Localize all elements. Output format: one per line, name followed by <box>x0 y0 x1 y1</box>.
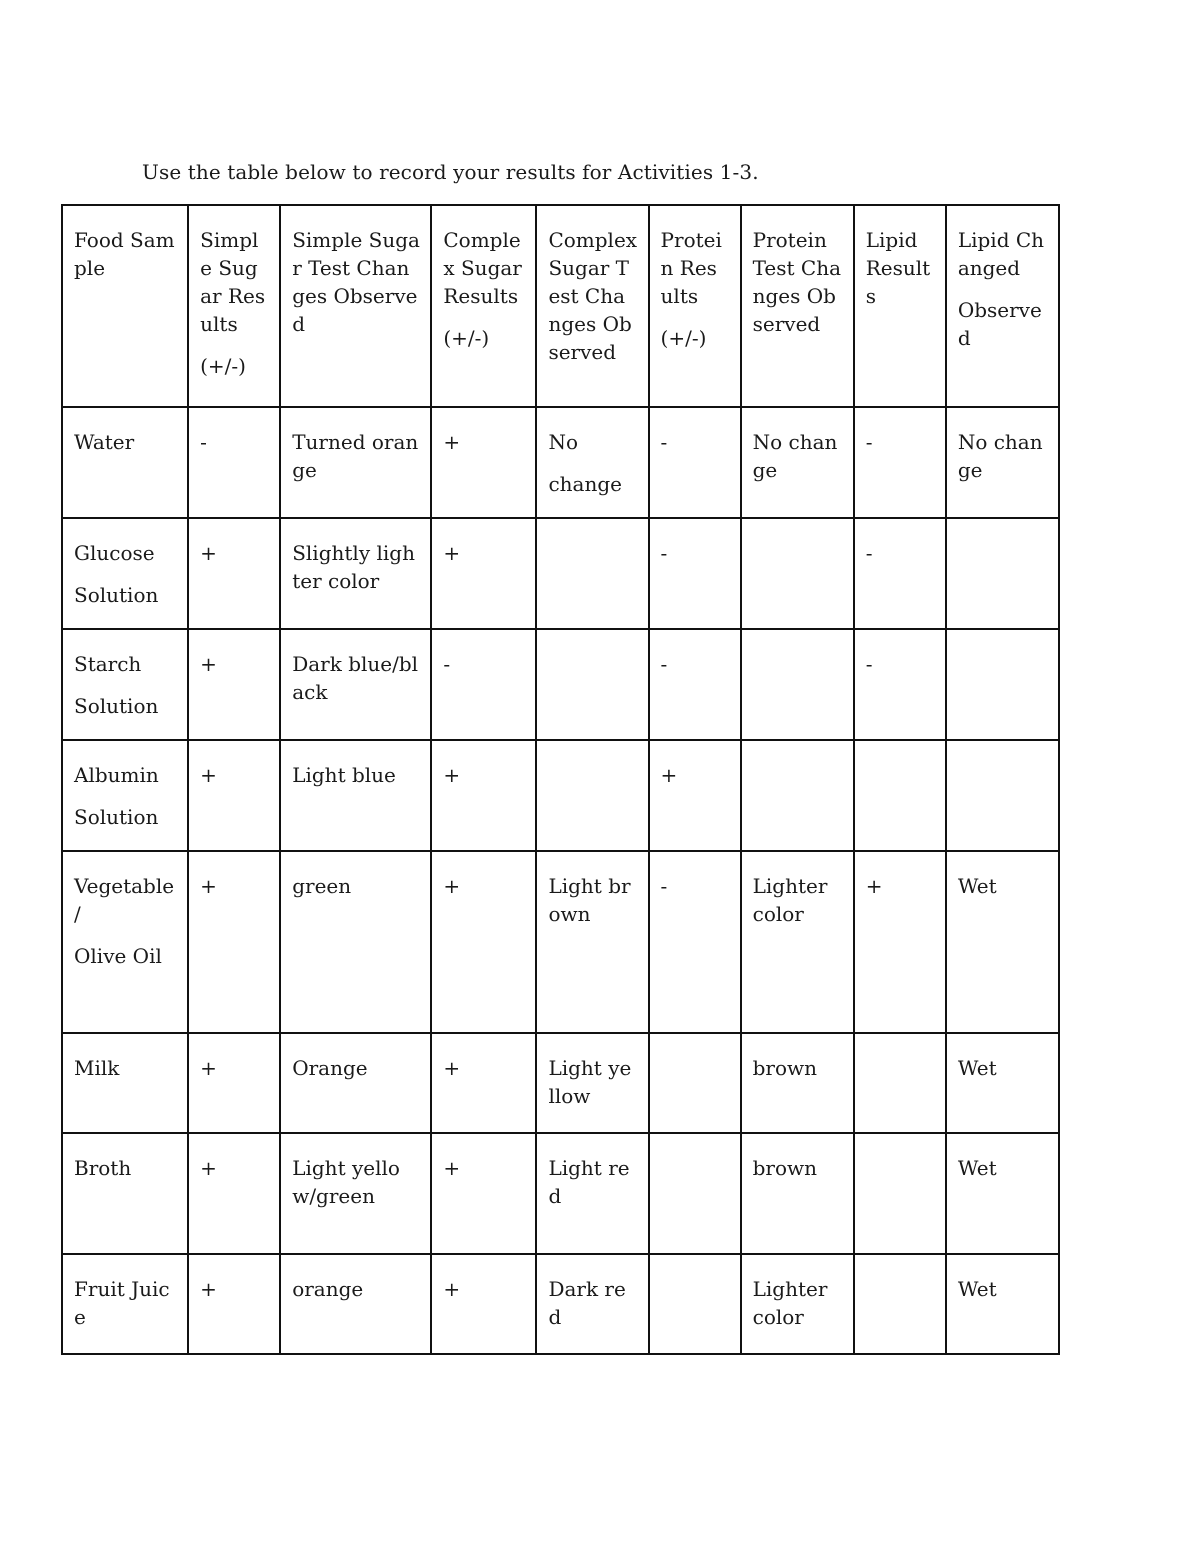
cell-complex: + <box>431 1133 536 1254</box>
cell-protein: - <box>649 851 741 1033</box>
cell-complex-changes: Light red <box>536 1133 648 1254</box>
cell-food: Water <box>62 407 188 518</box>
header-lipid-changed: Lipid Changed Observed <box>946 205 1059 407</box>
cell-simple-changes: Slightly lighter color <box>280 518 431 629</box>
cell-lipid-changes: Wet <box>946 1254 1059 1354</box>
cell-lipid <box>854 1133 946 1254</box>
cell-food: Glucose Solution <box>62 518 188 629</box>
cell-complex: + <box>431 1254 536 1354</box>
cell-complex: + <box>431 740 536 851</box>
cell-food: Vegetable / Olive Oil <box>62 851 188 1033</box>
table-row <box>62 407 1059 518</box>
cell-simple-changes: Turned orange <box>280 407 431 518</box>
table-row <box>62 1033 1059 1133</box>
cell-complex-changes: No change <box>536 407 648 518</box>
cell-simple: + <box>188 518 280 629</box>
cell-complex-changes <box>536 629 648 740</box>
header-simple-sugar-results: Simple Sugar Results (+/-) <box>188 205 280 407</box>
cell-food: Milk <box>62 1033 188 1133</box>
header-food-sample: Food Sample <box>62 205 188 407</box>
header-simple-sugar-changes: Simple Sugar Test Changes Observed <box>280 205 431 407</box>
table-row <box>62 740 1059 851</box>
cell-protein: - <box>649 518 741 629</box>
cell-lipid-changes: Wet <box>946 1033 1059 1133</box>
header-protein-changes: Protein Test Changes Observed <box>741 205 854 407</box>
cell-simple-changes: Light blue <box>280 740 431 851</box>
cell-complex: + <box>431 851 536 1033</box>
cell-simple: + <box>188 1033 280 1133</box>
cell-protein-changes: No change <box>741 407 854 518</box>
cell-complex-changes <box>536 518 648 629</box>
cell-complex: + <box>431 1033 536 1133</box>
cell-protein <box>649 1254 741 1354</box>
cell-lipid-changes <box>946 740 1059 851</box>
header-protein-results: Protein Results (+/-) <box>649 205 741 407</box>
cell-simple-changes: Light yellow/green <box>280 1133 431 1254</box>
cell-lipid-changes <box>946 629 1059 740</box>
cell-complex: + <box>431 407 536 518</box>
cell-protein-changes <box>741 740 854 851</box>
cell-protein <box>649 1133 741 1254</box>
header-complex-sugar-results: Complex Sugar Results (+/-) <box>431 205 536 407</box>
cell-lipid-changes: Wet <box>946 851 1059 1033</box>
cell-complex: - <box>431 629 536 740</box>
cell-complex-changes: Dark red <box>536 1254 648 1354</box>
cell-simple: + <box>188 740 280 851</box>
cell-food: Starch Solution <box>62 629 188 740</box>
cell-complex-changes: Light yellow <box>536 1033 648 1133</box>
cell-lipid: - <box>854 407 946 518</box>
cell-lipid <box>854 1033 946 1133</box>
cell-lipid-changes: No change <box>946 407 1059 518</box>
cell-simple-changes: green <box>280 851 431 1033</box>
cell-protein <box>649 1033 741 1133</box>
cell-food: Broth <box>62 1133 188 1254</box>
cell-protein-changes: brown <box>741 1033 854 1133</box>
table-row <box>62 1254 1059 1354</box>
cell-simple-changes: orange <box>280 1254 431 1354</box>
cell-protein: - <box>649 407 741 518</box>
cell-protein: - <box>649 629 741 740</box>
cell-lipid: + <box>854 851 946 1033</box>
table-row <box>62 851 1059 1033</box>
table-row <box>62 629 1059 740</box>
cell-simple: + <box>188 1254 280 1354</box>
cell-lipid <box>854 740 946 851</box>
cell-simple: + <box>188 629 280 740</box>
header-complex-sugar-changes: Complex Sugar Test Changes Observed <box>536 205 648 407</box>
cell-protein-changes: Lighter color <box>741 851 854 1033</box>
cell-protein-changes <box>741 629 854 740</box>
cell-simple: + <box>188 851 280 1033</box>
cell-complex-changes: Light brown <box>536 851 648 1033</box>
header-lipid-results: Lipid Results <box>854 205 946 407</box>
cell-lipid: - <box>854 629 946 740</box>
table-header-row <box>62 205 1059 407</box>
cell-simple: + <box>188 1133 280 1254</box>
cell-lipid <box>854 1254 946 1354</box>
cell-protein-changes: brown <box>741 1133 854 1254</box>
instructions-text: Use the table below to record your results for Activities 1-3. <box>142 160 759 184</box>
cell-complex-changes <box>536 740 648 851</box>
table-row <box>62 518 1059 629</box>
cell-protein-changes: Lighter color <box>741 1254 854 1354</box>
cell-complex: + <box>431 518 536 629</box>
table-row <box>62 1133 1059 1254</box>
cell-protein-changes <box>741 518 854 629</box>
cell-protein: + <box>649 740 741 851</box>
cell-food: Albumin Solution <box>62 740 188 851</box>
cell-food: Fruit Juice <box>62 1254 188 1354</box>
cell-simple-changes: Dark blue/black <box>280 629 431 740</box>
results-table <box>61 204 1060 1355</box>
cell-lipid-changes: Wet <box>946 1133 1059 1254</box>
cell-lipid-changes <box>946 518 1059 629</box>
cell-simple: - <box>188 407 280 518</box>
cell-simple-changes: Orange <box>280 1033 431 1133</box>
cell-lipid: - <box>854 518 946 629</box>
